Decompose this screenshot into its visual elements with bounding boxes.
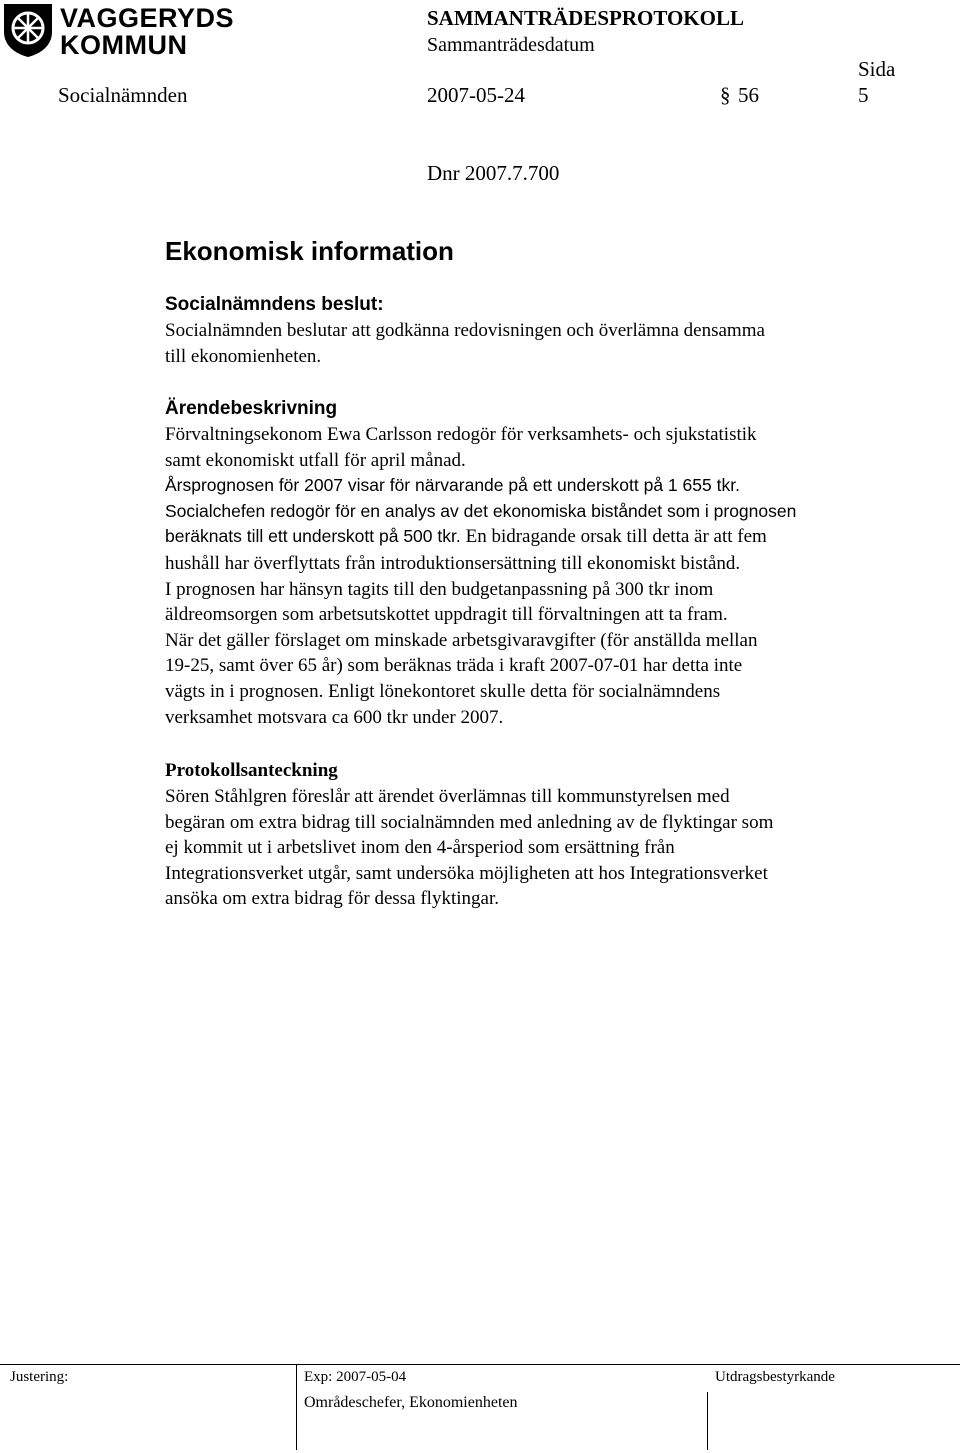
decision-line: till ekonomienheten. bbox=[165, 345, 322, 367]
page-title: Ekonomisk information bbox=[165, 236, 454, 266]
description-part: En bidragande orsak till detta är att fem bbox=[465, 526, 767, 548]
logo-line-1: VAGGERYDS bbox=[60, 3, 235, 33]
page-label: Sida bbox=[858, 57, 896, 81]
expedition-label: Exp: 2007-05-04 bbox=[304, 1369, 407, 1385]
meeting-date-label: Sammanträdesdatum bbox=[427, 34, 595, 56]
description-line: hushåll har överflyttats från introduktionsersättning till ekonomiskt bistånd. bbox=[165, 552, 741, 574]
case-number: Dnr 2007.7.700 bbox=[427, 161, 560, 185]
description-heading: Ärendebeskrivning bbox=[165, 398, 338, 419]
justering-label: Justering: bbox=[10, 1369, 69, 1385]
section-number: 56 bbox=[738, 83, 759, 107]
note-line: ej kommit ut i arbetslivet inom den 4-årsperiod som ersättning från bbox=[165, 837, 675, 859]
decision-section bbox=[165, 292, 945, 369]
description-line: verksamhet motsvara ca 600 tkr under 2007. bbox=[165, 706, 504, 728]
description-line: äldreomsorgen som arbetsutskottet uppdragit till förvaltningen att ta fram. bbox=[165, 604, 728, 626]
description-line: Förvaltningsekonom Ewa Carlsson redogör för verksamhets- och sjukstatistik bbox=[165, 424, 757, 445]
municipality-logo bbox=[2, 2, 235, 60]
description-section bbox=[165, 396, 945, 730]
description-line: samt ekonomiskt utfall för april månad. bbox=[165, 449, 466, 471]
note-section bbox=[165, 758, 945, 912]
recipients: Områdeschefer, Ekonomienheten bbox=[304, 1394, 518, 1411]
decision-line: Socialnämnden beslutar att godkänna redovisningen och överlämna densamma bbox=[165, 320, 765, 341]
section-symbol: § bbox=[720, 83, 731, 107]
committee-name: Socialnämnden bbox=[58, 83, 188, 107]
footer-column-divider bbox=[296, 1364, 297, 1450]
footer-divider bbox=[0, 1364, 960, 1365]
document-title: SAMMANTRÄDESPROTOKOLL bbox=[427, 6, 744, 30]
note-heading: Protokollsanteckning bbox=[165, 760, 338, 781]
decision-heading: Socialnämndens beslut: bbox=[165, 294, 384, 315]
extract-certification-label: Utdragsbestyrkande bbox=[715, 1369, 835, 1385]
description-line bbox=[165, 524, 945, 551]
description-line: När det gäller förslaget om minskade arbetsgivaravgifter (för anställda mellan bbox=[165, 629, 758, 651]
note-line: begäran om extra bidrag till socialnämnden med anledning av de flyktingar som bbox=[165, 811, 774, 833]
meeting-date: 2007-05-24 bbox=[427, 83, 525, 107]
footer-column-divider bbox=[707, 1392, 708, 1450]
note-line: ansöka om extra bidrag för dessa flyktingar. bbox=[165, 888, 499, 910]
coat-of-arms-icon bbox=[2, 2, 54, 58]
description-line: I prognosen har hänsyn tagits till den budgetanpassning på 300 tkr inom bbox=[165, 578, 714, 600]
description-line: Årsprognosen för 2007 visar för närvarande på ett underskott på 1 655 tkr. bbox=[165, 475, 740, 496]
description-line: vägts in i prognosen. Enligt lönekontoret skulle detta för socialnämndens bbox=[165, 680, 721, 702]
note-line: Sören Ståhlgren föreslår att ärendet överlämnas till kommunstyrelsen med bbox=[165, 786, 730, 807]
description-line: Socialchefen redogör för en analys av det ekonomiska biståndet som i prognosen bbox=[165, 500, 797, 521]
note-line: Integrationsverket utgår, samt undersöka möjligheten att hos Integrationsverket bbox=[165, 862, 768, 884]
description-part: beräknats till ett underskott på 500 tkr. bbox=[165, 526, 466, 547]
page-number: 5 bbox=[858, 83, 869, 107]
description-line: 19-25, samt över 65 år) som beräknas träda i kraft 2007-07-01 har detta inte bbox=[165, 655, 743, 677]
logo-line-2: KOMMUN bbox=[60, 30, 188, 60]
